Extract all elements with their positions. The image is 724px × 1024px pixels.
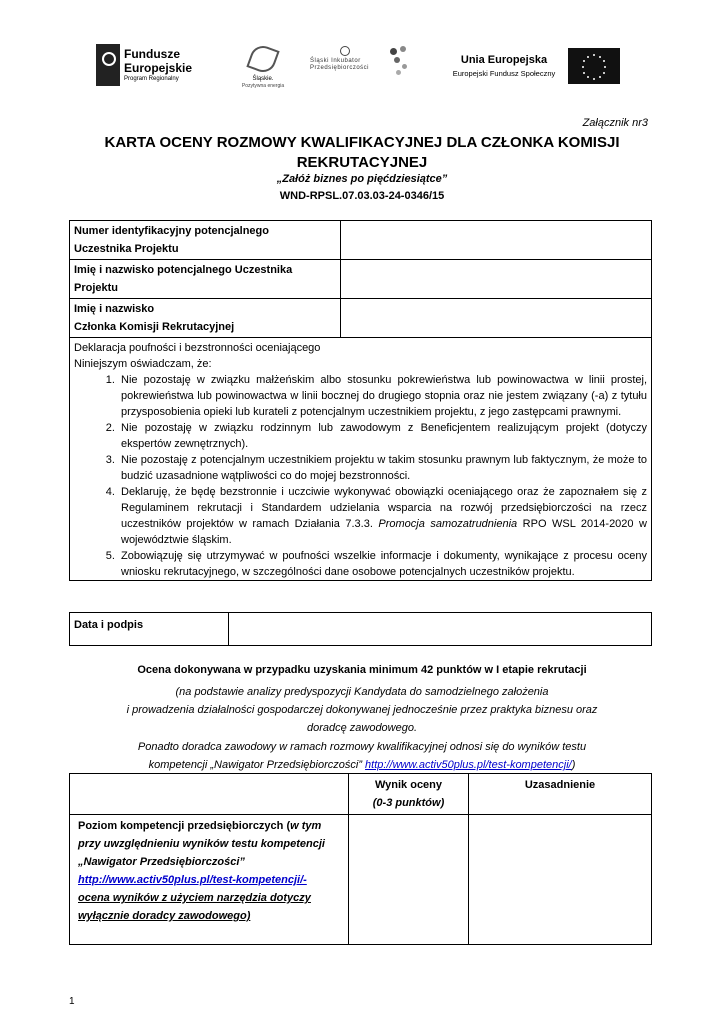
candidate-name-field[interactable] <box>341 260 652 299</box>
candidate-id-label-line2: Uczestnika Projektu <box>74 243 179 255</box>
fe-logo-line1: Fundusze <box>124 47 180 61</box>
candidate-id-label-line1: Numer identyfikacyjny potencjalnego <box>74 225 269 237</box>
declaration-intro: Niniejszym oświadczam, że: <box>74 358 212 370</box>
competence-test-link[interactable]: http://www.activ50plus.pl/test-kompetencji/- <box>78 874 307 886</box>
committee-member-label-line2: Członka Komisji Rekrutacyjnej <box>74 321 235 333</box>
inkubator-dot-icon <box>400 46 406 52</box>
score-table <box>69 773 652 945</box>
fe-logo-line3: Program Regionalny <box>124 76 179 82</box>
score-result-header-line2: (0-3 punktów) <box>372 797 445 809</box>
evaluation-heading: Ocena dokonywana w przypadku uzyskania minimum 42 punktów w I etapie rekrutacji <box>137 664 587 676</box>
competence-label-note: ocena wyników z użyciem narzędzia dotyczy wyłącznie doradcy zawodowego) <box>78 892 311 922</box>
date-sign-label: Data i podpis <box>70 613 229 646</box>
declaration-list <box>74 372 647 580</box>
evaluation-line6-end: ) <box>571 759 576 771</box>
declaration-item-4 <box>118 484 647 548</box>
project-code: WND-RPSL.07.03.03-24-0346/15 <box>279 190 445 202</box>
signature-table <box>69 612 652 646</box>
slaskie-logo-line2: Pozytywna energia <box>241 83 285 89</box>
competence-label-italic: w tym przy uwzględnieniu wyników testu kompetencji „Nawigator Przedsiębiorczości” <box>78 820 325 868</box>
fundusze-europejskie-logo <box>96 44 216 88</box>
inkubator-dot-icon <box>390 48 397 55</box>
evaluation-line6 <box>60 756 664 774</box>
declaration-item-4-italic: Promocja samozatrudnienia <box>378 518 518 530</box>
ue-logo-line1: Unia Europejska <box>460 54 548 66</box>
declaration-heading: Deklaracja poufności i bezstronności oceniającego <box>74 342 321 354</box>
competence-reason-field[interactable] <box>469 815 652 945</box>
inkubator-dot-icon <box>340 46 350 56</box>
candidate-id-label <box>70 221 341 260</box>
project-name: „Załóż biznes po pięćdziesiątce” <box>276 173 448 185</box>
declaration-item-5: 5. Zobowiązuję się utrzymywać w poufności wszelkie informacje i dokumenty, wynikające z procesu oceny wniosku rekrutacyjnego, w szczególności dane osobowe potencjalnych uczestników projektu. <box>118 548 647 580</box>
inkubator-dot-icon <box>394 57 400 63</box>
slaskie-logo-line1: Śląskie. <box>252 76 274 82</box>
evaluation-line5: Ponadto doradca zawodowy w ramach rozmowy kwalifikacyjnej odnosi się do wyników testu <box>137 741 587 753</box>
declaration-item-4-text: Deklaruję, że będę bezstronnie i uczciwie wykonywać obowiązki oceniającego oraz że zapoznałem się z Regulaminem rekrutacji i Standardem udzielania wsparcia na rozwój przedsiębiorczości na rzecz uczestników projektów w ramach Działania 7.3.3. <box>121 486 647 530</box>
committee-member-label-line1: Imię i nazwisko <box>74 303 155 315</box>
page-title: KARTA OCENY ROZMOWY KWALIFIKACYJNEJ DLA CZŁONKA KOMISJI REKRUTACYJNEJ <box>104 134 620 171</box>
competence-score-field[interactable] <box>349 815 469 945</box>
declaration-item-2: 2. Nie pozostaję w związku rodzinnym lub zawodowym z Beneficjentem realizującym projekt (dotyczy ekspertów zewnętrznych). <box>118 420 647 452</box>
candidate-info-table <box>69 220 652 581</box>
slaskie-swirl-icon <box>246 42 279 75</box>
fe-logo-line2: Europejskie <box>124 61 193 75</box>
ue-logo-line2: Europejski Fundusz Społeczny <box>452 69 556 78</box>
candidate-name-label-line1: Imię i nazwisko potencjalnego Uczestnika <box>74 264 293 276</box>
committee-member-field[interactable] <box>341 299 652 338</box>
unia-europejska-logo <box>446 54 562 84</box>
test-link[interactable]: http://www.activ50plus.pl/test-kompetencji/ <box>365 759 572 771</box>
candidate-name-label-line2: Projektu <box>74 282 119 294</box>
inkubator-dot-icon <box>396 70 401 75</box>
entrepreneurial-competence-label <box>70 815 349 945</box>
inkubator-logo <box>310 46 410 80</box>
score-header-empty <box>70 774 349 815</box>
declaration-item-4-end: RPO WSL 2014-2020 w województwie śląskim. <box>121 518 647 546</box>
evaluation-line3: i prowadzenia działalności gospodarczej dokonywanej jednocześnie przez praktyka biznesu oraz <box>126 704 598 716</box>
evaluation-line2: (na podstawie analizy predyspozycji Kandydata do samodzielnego założenia <box>175 686 549 698</box>
declaration-item-3: 3. Nie pozostaję z potencjalnym uczestnikiem projektu w takim stosunku prawnym lub faktycznym, że może to budzić uzasadnione wątpliwości co do mojej bezstronności. <box>118 452 647 484</box>
score-result-header <box>349 774 469 815</box>
score-reason-header: Uzasadnienie <box>469 774 652 815</box>
committee-member-label <box>70 299 341 338</box>
candidate-id-field[interactable] <box>341 221 652 260</box>
inkubator-logo-text: Śląski Inkubator Przedsiębiorczości <box>310 58 370 71</box>
slaskie-logo <box>238 46 288 88</box>
date-sign-field[interactable] <box>229 613 652 646</box>
fe-flag-icon <box>96 44 120 86</box>
eu-flag-icon <box>568 48 620 84</box>
competence-label-text: Poziom kompetencji przedsiębiorczych ( <box>78 820 291 832</box>
page-number: 1 <box>69 996 75 1007</box>
candidate-name-label <box>70 260 341 299</box>
declaration-item-1: 1. Nie pozostaję w związku małżeńskim albo stosunku pokrewieństwa lub powinowactwa w linii prostej, pokrewieństwa lub powinowactwa w linii bocznej do drugiego stopnia oraz nie jestem związany (-a) z tytułu przysposobienia opieki lub kurateli z potencjalnym uczestnikiem projektu, z jego zastępcami prawnymi. <box>118 372 647 420</box>
evaluation-line4: doradcę zawodowego. <box>306 722 418 734</box>
declaration-block <box>70 338 652 581</box>
evaluation-line6-text: kompetencji „Nawigator Przedsiębiorczości” <box>148 759 366 771</box>
attachment-label: Załącznik nr3 <box>582 117 648 129</box>
score-result-header-line1: Wynik oceny <box>374 779 443 791</box>
inkubator-dot-icon <box>402 64 407 69</box>
